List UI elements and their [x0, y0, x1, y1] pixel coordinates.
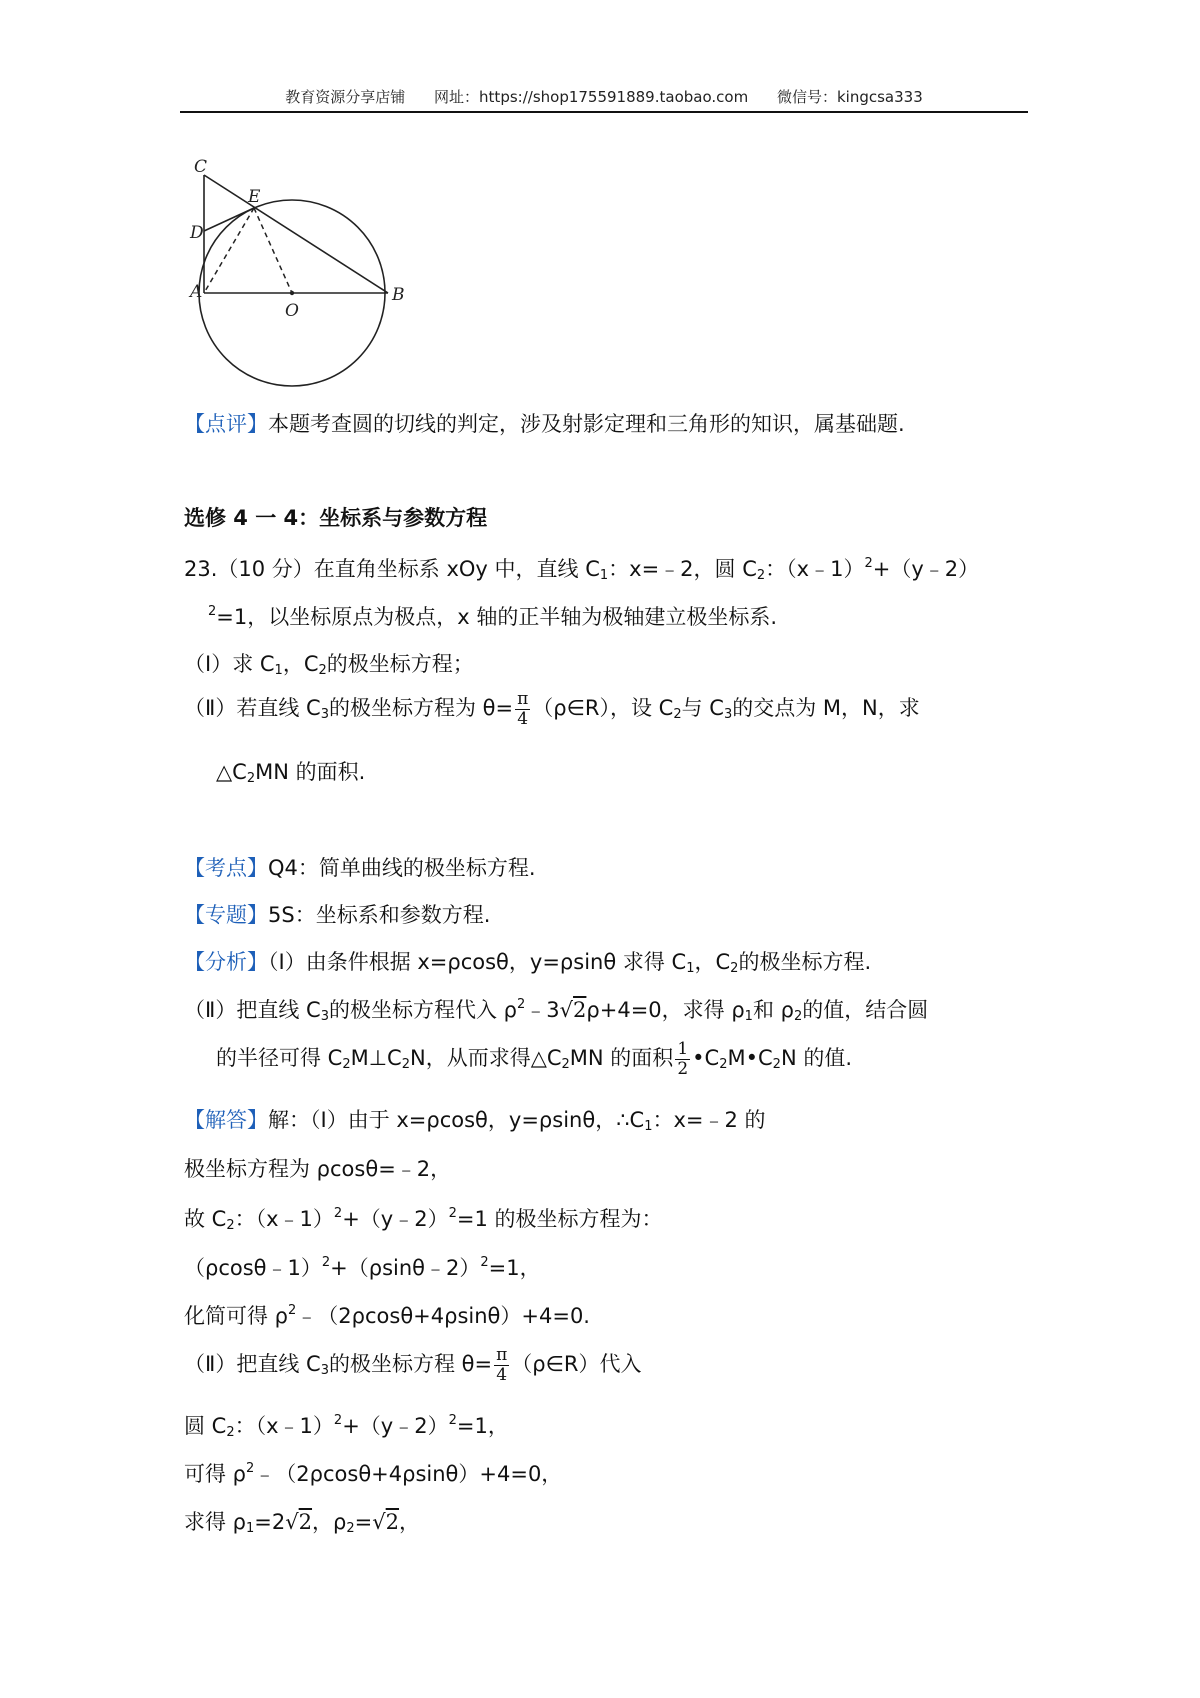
jieda-line-7: 圆 $C_2$：（x﹣1）$^2$+（y﹣2）$^2$=1，: [184, 1413, 509, 1440]
shop-name: 教育资源分享店铺: [285, 88, 406, 106]
fraction-one-half: $\frac{1}{2}$: [677, 1039, 689, 1079]
fraction-pi-over-4-b: $\frac{\pi}{4}$: [496, 1345, 508, 1385]
sqrt-2-b: √2: [372, 1510, 400, 1534]
jieda-line-6: （Ⅱ）把直线 $C_3$的极坐标方程 θ= $\frac{\pi}{4}$ （ρ∈R）代入: [184, 1345, 642, 1385]
label-d: D: [190, 223, 204, 243]
zhuanti-tag: 【专题】: [184, 903, 268, 927]
kaodian-tag: 【考点】: [184, 856, 268, 880]
section-title: 选修 4 一 4：坐标系与参数方程: [184, 506, 488, 530]
jieda-line-5: 化简可得 $\rho^2﹣(2\rho\cos\theta+4\rho\sin\theta)+4=0$.: [184, 1303, 590, 1328]
jieda-tag: 【解答】: [184, 1108, 268, 1132]
fenxi-line-3: 的半径可得 $C_2M\perp C_2N$，从而求得$\triangle C_2MN$ 的面积 $\frac{1}{2}$ $•C_2M•C_2N$ 的值.: [216, 1039, 852, 1079]
jieda-line-4: （ρcosθ﹣1）$^2$+（ρsinθ﹣2）$^2$=1，: [184, 1255, 541, 1280]
fenxi-tag: 【分析】: [184, 950, 268, 974]
fraction-pi-over-4: $\frac{\pi}{4}$: [517, 689, 529, 729]
jieda-line-1: 【解答】解：（Ⅰ）由于 x=ρcosθ，y=ρsinθ，$\therefore C_1$：x=﹣2 的: [184, 1108, 766, 1134]
page-header: [180, 86, 1028, 107]
shop-url: 网址：https://shop175591889.taobao.com: [434, 88, 749, 106]
problem-line-1: 23.（10 分）在直角坐标系 xOy 中，直线 $C_1$：x=﹣2，圆 $C_2$：（x﹣1）$^2$+（y﹣2）: [184, 556, 980, 583]
segment-ea-dashed: [204, 208, 254, 293]
label-e: E: [248, 187, 261, 207]
zhuanti-line: 【专题】5S：坐标系和参数方程.: [184, 903, 491, 927]
jieda-line-8: 可得 $\rho^2﹣(2\rho\cos\theta+4\rho\sin\theta)+4=0$，: [184, 1461, 563, 1486]
jieda-line-3: 故 $C_2$：（x﹣1）$^2$+（y﹣2）$^2$=1 的极坐标方程为：: [184, 1206, 663, 1233]
review-line: [184, 412, 905, 437]
label-b: B: [392, 285, 405, 305]
problem-line-2: $^2$=1，以坐标原点为极点，x 轴的正半轴为极轴建立极坐标系.: [208, 604, 778, 629]
segment-eo-dashed: [254, 208, 292, 293]
segment-cb: [204, 175, 388, 293]
header-divider: [180, 111, 1028, 113]
sqrt-2: √2: [559, 998, 587, 1022]
point-o: [290, 291, 294, 295]
problem-part-1: （Ⅰ）求 $C_1$，$C_2$的极坐标方程；: [184, 652, 474, 678]
label-a: A: [190, 282, 203, 302]
geometry-figure: [180, 150, 420, 395]
review-tag: 【点评】: [184, 412, 268, 436]
fenxi-line-1: 【分析】（Ⅰ）由条件根据 x=ρcosθ，y=ρsinθ 求得 $C_1$，$C_2$的极坐标方程.: [184, 950, 872, 976]
jieda-line-2: 极坐标方程为 ρcosθ=﹣2，: [184, 1157, 452, 1181]
label-o: O: [285, 301, 299, 321]
sqrt-2-a: √2: [285, 1510, 313, 1534]
problem-part-2: （Ⅱ）若直线 $C_3$的极坐标方程为 θ= $\frac{\pi}{4}$ （ρ∈R），设 $C_2$与 $C_3$的交点为 M，N，求: [184, 689, 920, 729]
review-text: 本题考查圆的切线的判定，涉及射影定理和三角形的知识，属基础题.: [268, 412, 905, 436]
fenxi-line-2: （Ⅱ）把直线 $C_3$的极坐标方程代入 $\rho^2﹣3√2\rho+4=0$，求得 $\rho_1$和 $\rho_2$的值，结合圆: [184, 997, 929, 1024]
label-c: C: [194, 157, 208, 177]
wechat-id: 微信号：kingcsa333: [776, 88, 923, 106]
problem-part-2-cont: $\triangle C_2MN$ 的面积.: [216, 760, 366, 786]
kaodian-line: 【考点】Q4：简单曲线的极坐标方程.: [184, 856, 536, 880]
jieda-line-9: 求得 $\rho_1=2√2$，$\rho_2=√2$，: [184, 1510, 421, 1536]
